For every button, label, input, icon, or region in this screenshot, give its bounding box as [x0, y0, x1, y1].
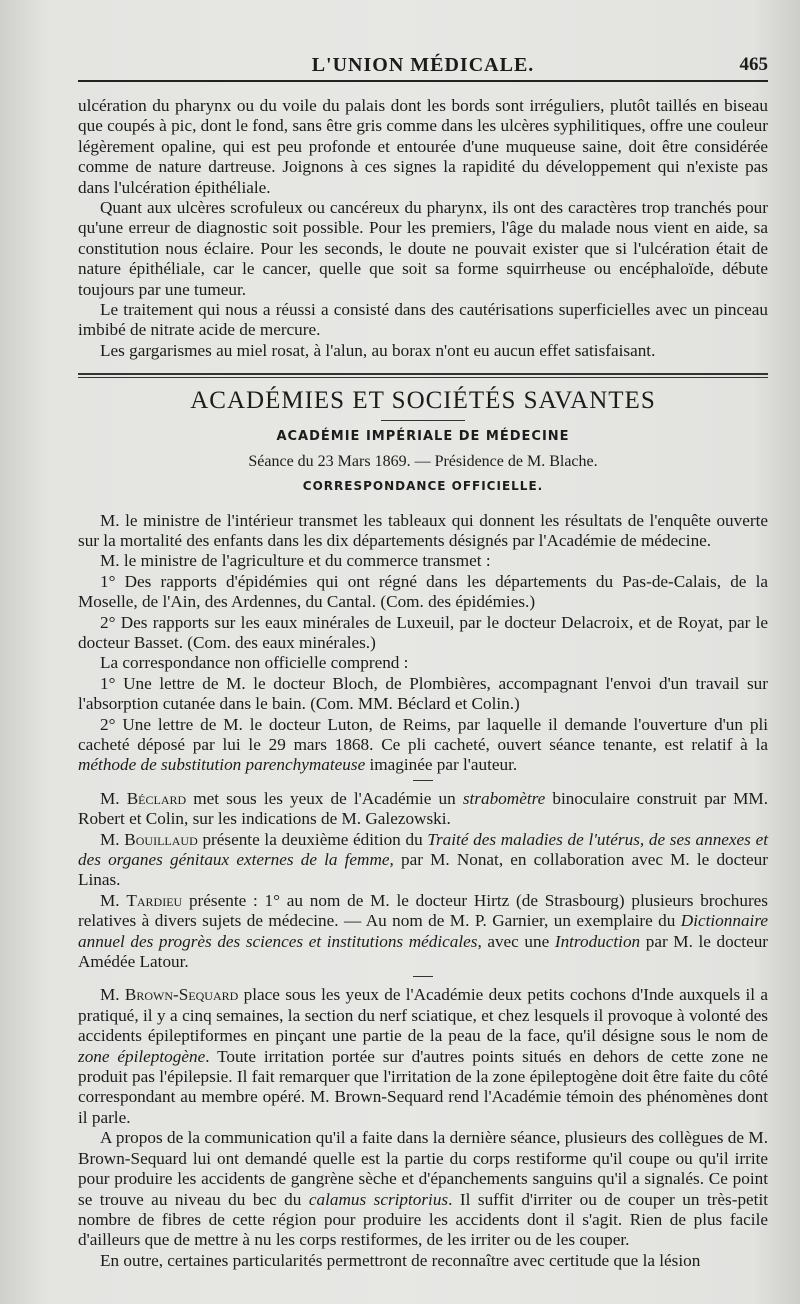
academy-title: ACADÉMIE IMPÉRIALE DE MÉDECINE	[276, 429, 570, 445]
intro-paragraph-4: Les gargarismes au miel rosat, à l'alun, au borax n'ont eu aucun effet satisfaisant.	[100, 340, 656, 360]
running-title: L'UNION MÉDICALE.	[311, 54, 535, 76]
correspondence-paragraph-1: M. le ministre de l'intérieur transmet les tableaux qui donnent les résultats de l'enquête ouverte sur la mortalité des enfants dans les dix départements désignés par l'Académie de médecine.	[78, 510, 768, 550]
intro-paragraph-3: Le traitement qui nous a réussi a consisté dans des cautérisations superficielles avec un pinceau imbibé de nitrate acide de mercure.	[78, 300, 768, 340]
presentation-paragraph-1: M. Béclard met sous les yeux de l'Académie un strabomètre binoculaire construit par MM. Robert et Colin, sur les indications de M. Galezowski.	[78, 788, 768, 829]
section-divider	[78, 373, 768, 378]
correspondence-paragraph-7: 2° Une lettre de M. le docteur Luton, de Reims, par laquelle il demande l'ouverture d'un pli cacheté déposé par lui le 29 mars 1868. Ce pli cacheté, ouvert séance tenante, est relatif à la méthode de substitution parenchymateuse imaginée par l'auteur.	[78, 714, 768, 775]
correspondence-paragraph-6: 1° Une lettre de M. le docteur Bloch, de Plombières, accompagnant l'envoi d'un travail sur l'absorption cutanée dans le bain. (Com. MM. Béclard et Colin.)	[78, 673, 768, 714]
brown-sequard-paragraph-2: A propos de la communication qu'il a faite dans la dernière séance, plusieurs des collègues de M. Brown-Sequard lui ont demandé quelle est la partie du corps restiforme qu'il coupe ou qu'il irrite pour produire les accidents de gangrène sèche et d'épanchements sanguins qu'il a signalés. Ce point se trouve au niveau du bec du calamus scriptorius. Il suffit d'irriter ou de couper un très-petit nombre de fibres de cette région pour produire les accidents dont il s'agit. Rien de plus facile d'ailleurs que de mettre à nu les corps restiformes, de les irriter ou de les couper.	[78, 1128, 768, 1250]
page-number: 465	[739, 54, 768, 75]
correspondence-paragraph-2: M. le ministre de l'agriculture et du commerce transmet :	[100, 551, 491, 571]
presentation-paragraph-3: M. Tardieu présente : 1° au nom de M. le docteur Hirtz (de Strasbourg) plusieurs brochures relatives à divers sujets de médecine. — Au nom de M. P. Garnier, un exemplaire du Dictionnaire annuel des progrès des sciences et institutions médicales, avec une Introduction par M. le docteur Amédée Latour.	[78, 890, 769, 972]
correspondence-title: CORRESPONDANCE OFFICIELLE.	[302, 479, 544, 494]
section-title: ACADÉMIES ET SOCIÉTÉS SAVANTES	[190, 387, 656, 415]
page-body	[78, 96, 768, 1271]
correspondence-paragraph-3: 1° Des rapports d'épidémies qui ont régné dans les départements du Pas-de-Calais, de la Moselle, de l'Ain, des Ardennes, du Cantal. (Com. des épidémies.)	[78, 571, 768, 612]
seance-line: Séance du 23 Mars 1869. — Présidence de M. Blache.	[248, 452, 598, 470]
brown-sequard-paragraph-3: En outre, certaines particularités permettront de reconnaître avec certitude que la lésion	[100, 1250, 701, 1270]
correspondence-paragraph-5: La correspondance non officielle comprend :	[100, 653, 409, 673]
brown-sequard-paragraph-1: M. Brown-Sequard place sous les yeux de l'Académie deux petits cochons d'Inde auxquels il a pratiqué, il y a cinq semaines, la section du nerf sciatique, et chez lesquels il provoque à volonté des accidents épileptiformes en pinçant une partie de la peau de la face, qu'il désigne sous le nom de zone épileptogène. Toute irritation portée sur d'autres points situés en dehors de cette zone ne produit pas l'épilepsie. Il fait remarquer que l'irritation de la zone épileptogène doit être faite du côté correspondant au membre opéré. M. Brown-Sequard rend l'Académie témoin des phénomènes dont il parle.	[78, 985, 768, 1127]
correspondence-paragraph-4: 2° Des rapports sur les eaux minérales de Luxeuil, par le docteur Delacroix, et de Royat, par le docteur Basset. (Com. des eaux minérales.)	[78, 612, 768, 652]
intro-paragraph-1: ulcération du pharynx ou du voile du palais dont les bords sont irréguliers, plutôt taillés en biseau que coupés à pic, dont le fond, sans être gris comme dans les ulcères syphilitiques, offre une couleur légèrement opaline, qui est peu profonde et entourée d'une muqueuse saine, doit être considérée comme de nature dartreuse. Joignons à ces signes la rapidité du développement qui n'existe pas dans l'ulcération épithéliale.	[78, 96, 768, 197]
page-header	[78, 50, 768, 82]
paragraph-divider-1	[413, 780, 433, 781]
presentation-paragraph-2: M. Bouillaud présente la deuxième édition du Traité des maladies de l'utérus, de ses annexes et des organes génitaux externes de la femme, par M. Nonat, en collaboration avec M. le docteur Linas.	[78, 829, 768, 890]
intro-paragraph-2: Quant aux ulcères scrofuleux ou cancéreux du pharynx, ils ont des caractères trop tranchés pour qu'une erreur de diagnostic soit possible. Pour les premiers, l'âge du malade nous vient en aide, sa constitution nous éclaire. Pour les seconds, le doute ne pouvait exister que si l'ulcération était de nature épithéliale, car le cancer, quelle que soit sa forme squirrheuse ou encéphaloïde, débute toujours par une tumeur.	[78, 198, 768, 299]
paragraph-divider-2	[413, 976, 433, 977]
title-rule	[381, 420, 465, 421]
